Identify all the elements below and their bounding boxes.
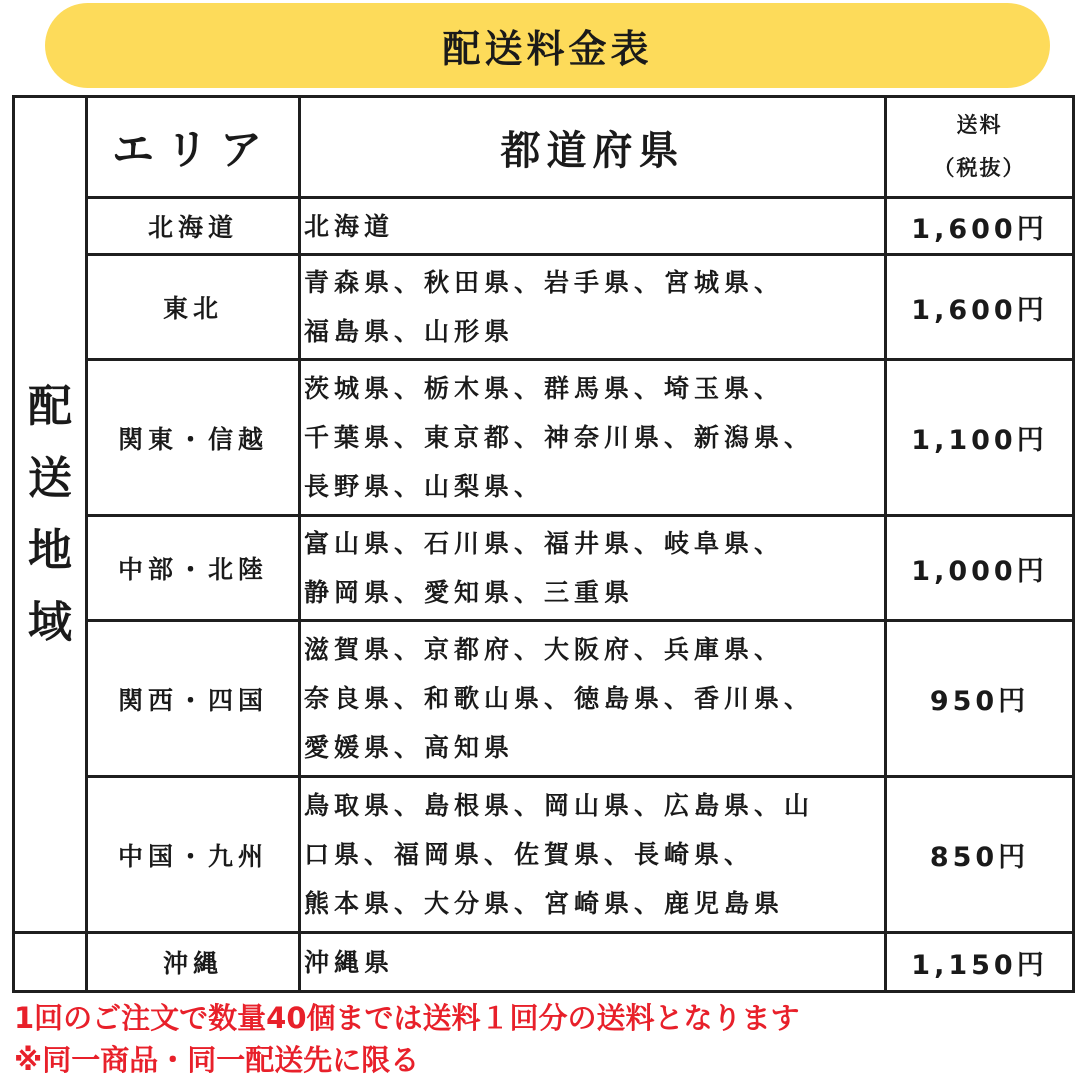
fee-header-line2: （税抜） bbox=[933, 156, 1026, 180]
prefecture-line: 福島県、山形県 bbox=[304, 317, 515, 346]
region-label-char: 配 bbox=[28, 380, 72, 432]
prefecture-line: 静岡県、愛知県、三重県 bbox=[304, 578, 635, 607]
prefecture-line: 口県、福岡県、佐賀県、長崎県、 bbox=[304, 840, 755, 869]
price-cell: 850円 bbox=[886, 777, 1074, 933]
region-column-header bbox=[14, 97, 87, 933]
price-cell: 1,000円 bbox=[886, 516, 1074, 621]
region-empty-cell bbox=[14, 933, 87, 992]
prefectures-column-header: 都道府県 bbox=[300, 97, 886, 198]
header-row bbox=[14, 97, 1074, 198]
price-cell: 1,150円 bbox=[886, 933, 1074, 992]
prefecture-line: 茨城県、栃木県、群馬県、埼玉県、 bbox=[304, 374, 785, 403]
prefectures-cell bbox=[300, 621, 886, 777]
prefectures-cell bbox=[300, 255, 886, 360]
area-cell: 北海道 bbox=[87, 198, 300, 255]
area-cell: 東北 bbox=[87, 255, 300, 360]
table-row bbox=[14, 360, 1074, 516]
table-row bbox=[14, 516, 1074, 621]
prefectures-cell bbox=[300, 933, 886, 992]
table-row bbox=[14, 198, 1074, 255]
table-row bbox=[14, 255, 1074, 360]
area-column-header: エリア bbox=[87, 97, 300, 198]
title-banner bbox=[45, 3, 1050, 88]
prefecture-line: 愛媛県、高知県 bbox=[304, 733, 515, 762]
region-label-char: 送 bbox=[28, 452, 72, 504]
page-title: 配送料金表 bbox=[442, 27, 653, 71]
table-row bbox=[14, 933, 1074, 992]
prefectures-cell bbox=[300, 360, 886, 516]
region-label-char: 地 bbox=[28, 524, 72, 576]
fee-column-header bbox=[886, 97, 1074, 198]
area-cell: 関西・四国 bbox=[87, 621, 300, 777]
quantity-note: 1回のご注文で数量40個までは送料１回分の送料となります bbox=[14, 1001, 800, 1035]
area-cell: 中部・北陸 bbox=[87, 516, 300, 621]
prefecture-line: 北海道 bbox=[304, 211, 395, 241]
prefectures-cell bbox=[300, 516, 886, 621]
condition-note: ※同一商品・同一配送先に限る bbox=[14, 1043, 420, 1077]
price-cell: 950円 bbox=[886, 621, 1074, 777]
prefectures-cell bbox=[300, 777, 886, 933]
region-label-char: 域 bbox=[28, 596, 72, 648]
price-cell: 1,600円 bbox=[886, 255, 1074, 360]
prefecture-line: 千葉県、東京都、神奈川県、新潟県、 bbox=[304, 423, 815, 452]
prefecture-line: 富山県、石川県、福井県、岐阜県、 bbox=[304, 529, 785, 558]
price-cell: 1,600円 bbox=[886, 198, 1074, 255]
area-cell: 中国・九州 bbox=[87, 777, 300, 933]
price-cell: 1,100円 bbox=[886, 360, 1074, 516]
table-row bbox=[14, 621, 1074, 777]
prefecture-line: 青森県、秋田県、岩手県、宮城県、 bbox=[304, 268, 785, 297]
prefecture-line: 沖縄県 bbox=[304, 947, 395, 977]
prefecture-line: 熊本県、大分県、宮崎県、鹿児島県 bbox=[304, 889, 785, 918]
area-cell: 沖縄 bbox=[87, 933, 300, 992]
prefecture-line: 奈良県、和歌山県、徳島県、香川県、 bbox=[304, 684, 815, 713]
shipping-rate-table bbox=[12, 95, 1075, 993]
prefecture-line: 鳥取県、島根県、岡山県、広島県、山 bbox=[304, 791, 815, 820]
prefectures-cell bbox=[300, 198, 886, 255]
prefecture-line: 長野県、山梨県、 bbox=[304, 472, 545, 501]
fee-header-line1: 送料 bbox=[956, 113, 1003, 137]
prefecture-line: 滋賀県、京都府、大阪府、兵庫県、 bbox=[304, 635, 785, 664]
area-cell: 関東・信越 bbox=[87, 360, 300, 516]
table-row bbox=[14, 777, 1074, 933]
